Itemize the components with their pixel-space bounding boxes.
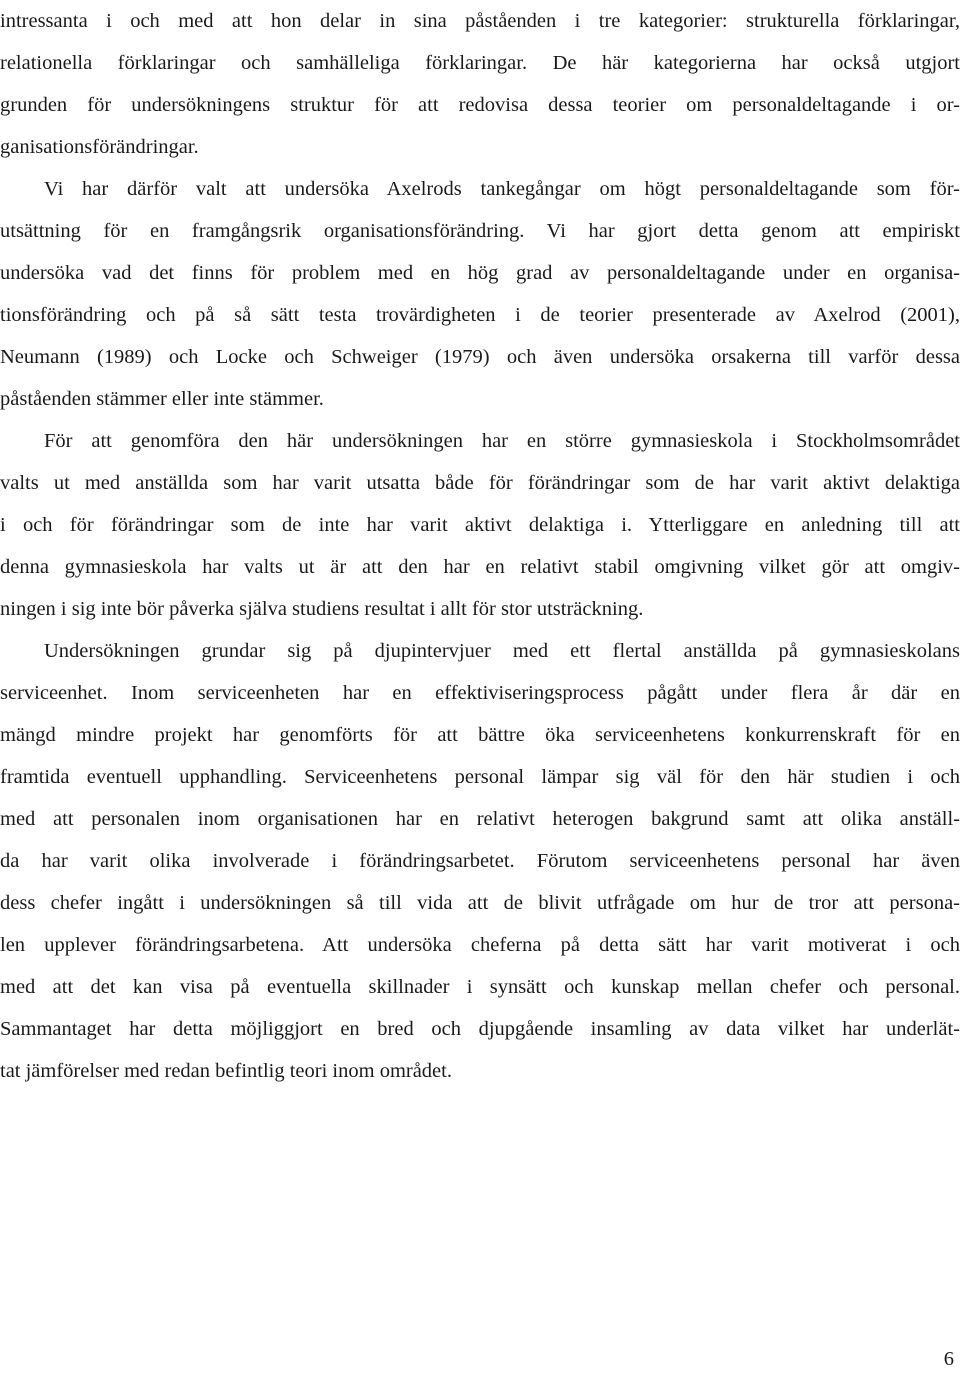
text-line: len upplever förändringsarbetena. Att undersöka cheferna på detta sätt har varit motiverat i och (0, 934, 960, 956)
paragraph (0, 0, 960, 168)
text-line: da har varit olika involverade i förändringsarbetet. Förutom serviceenhetens personal har även (0, 850, 960, 872)
text-line: ganisationsförändringar. (0, 136, 199, 158)
text-line: med att det kan visa på eventuella skillnader i synsätt och kunskap mellan chefer och personal. (0, 976, 960, 998)
text-line: påståenden stämmer eller inte stämmer. (0, 388, 324, 410)
text-line: undersöka vad det finns för problem med en hög grad av personaldeltagande under en organisa- (0, 262, 960, 284)
text-line: denna gymnasieskola har valts ut är att den har en relativt stabil omgivning vilket gör att omgiv- (0, 556, 960, 578)
text-line: valts ut med anställda som har varit utsatta både för förändringar som de har varit aktivt delaktiga (0, 472, 960, 494)
text-line: ningen i sig inte bör påverka själva studiens resultat i allt för stor utsträckning. (0, 598, 644, 620)
text-line: För att genomföra den här undersökningen har en större gymnasieskola i Stockholmsområdet (44, 430, 960, 452)
text-line: med att personalen inom organisationen har en relativt heterogen bakgrund samt att olika anställ- (0, 808, 960, 830)
text-line: intressanta i och med att hon delar in sina påståenden i tre kategorier: strukturella förklaringar, (0, 10, 960, 32)
text-line: Vi har därför valt att undersöka Axelrods tankegångar om högt personaldeltagande som för- (44, 178, 960, 200)
text-line: relationella förklaringar och samhälleliga förklaringar. De här kategorierna har också utgjort (0, 52, 960, 74)
text-line: framtida eventuell upphandling. Serviceenhetens personal lämpar sig väl för den här studien i och (0, 766, 960, 788)
paragraph (0, 630, 960, 1092)
text-line: tat jämförelser med redan befintlig teori inom området. (0, 1060, 452, 1082)
text-line: grunden för undersökningens struktur för att redovisa dessa teorier om personaldeltagande i or- (0, 94, 960, 116)
text-line: dess chefer ingått i undersökningen så till vida att de blivit utfrågade om hur de tror att persona- (0, 892, 960, 914)
text-line: utsättning för en framgångsrik organisationsförändring. Vi har gjort detta genom att empiriskt (0, 220, 960, 242)
text-line: Neumann (1989) och Locke och Schweiger (1979) och även undersöka orsakerna till varför dessa (0, 346, 960, 368)
text-line: tionsförändring och på så sätt testa trovärdigheten i de teorier presenterade av Axelrod (2001), (0, 304, 960, 326)
text-line: i och för förändringar som de inte har varit aktivt delaktiga i. Ytterliggare en anledning till att (0, 514, 960, 536)
paragraph (0, 168, 960, 420)
text-line: serviceenhet. Inom serviceenheten har en effektiviseringsprocess pågått under flera år där en (0, 682, 960, 704)
paragraph (0, 420, 960, 630)
text-line: Undersökningen grundar sig på djupintervjuer med ett flertal anställda på gymnasieskolans (44, 640, 960, 662)
page-number: 6 (943, 1348, 954, 1370)
text-line: Sammantaget har detta möjliggjort en bred och djupgående insamling av data vilket har underlät- (0, 1018, 960, 1040)
text-line: mängd mindre projekt har genomförts för att bättre öka serviceenhetens konkurrenskraft för en (0, 724, 960, 746)
